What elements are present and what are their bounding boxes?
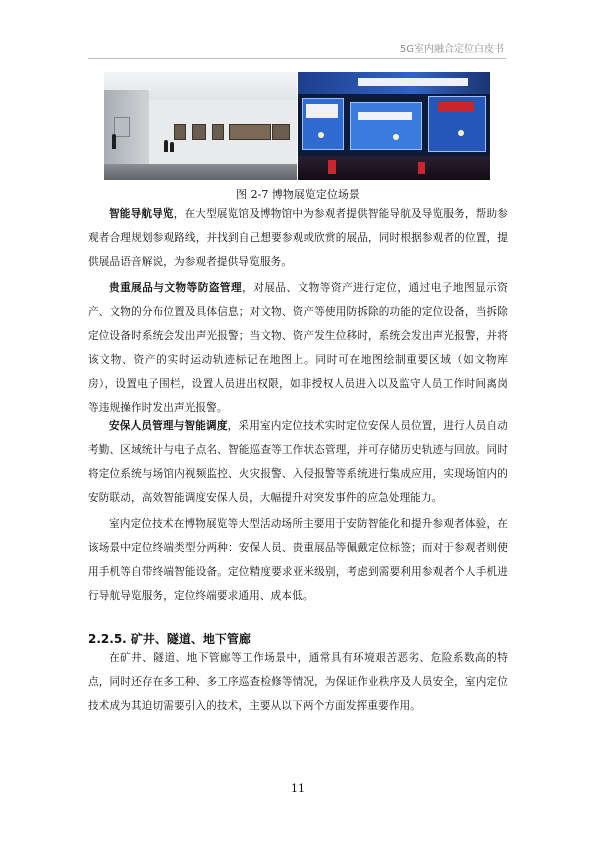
header-title: 5G室内融合定位白皮书: [399, 44, 504, 55]
section-body: 在矿井、隧道、地下管廊等工作场景中，通常具有环境艰苦恶劣、危险系数高的特点，同时还存在多工种、多工序巡查检修等情况，为保证作业秩序及人员安全，室内定位技术成为其迫切需要引入的技术，主要从以下两个方面发挥重要作用。: [88, 652, 508, 712]
paragraph-smart-navigation: [88, 202, 508, 274]
paragraph-lead: 贵重展品与文物等防盗管理: [109, 282, 243, 294]
paragraph-body: ，在大型展览馆及博物馆中为参观者提供智能导航及导览服务，帮助参观者合理规划参观路线，并找到自己想要参观或欣赏的展品，同时根据参观者的位置，提供展品语音解说，为参观者提供导览服务。: [88, 208, 508, 268]
paragraph-antitheft: [88, 276, 508, 420]
header-divider: [88, 58, 506, 59]
paragraph-body: ，对展品、文物等资产进行定位，通过电子地图显示资产、文物的分布位置及具体信息；对文物、资产等使用防拆除的功能的定位设备，当拆除定位设备时系统会发出声光报警；当文物、资产发生位移时，系统会发出声光报警，并将该文物、资产的实时运动轨迹标记在地图上。同时可在地图绘制重要区域（如文物库房），设置电子围栏，设置人员进出权限，如非授权人员进入以及监守人员工作时间离岗等违规操作时发出声光报警。: [88, 282, 508, 414]
paragraph-lead: 安保人员管理与智能调度: [109, 420, 228, 432]
paragraph-security-staff: [88, 414, 508, 510]
page-number: 11: [291, 782, 305, 795]
paragraph-summary: [88, 512, 508, 608]
paragraph-body: 室内定位技术在博物展览等大型活动场所主要用于安防智能化和提升参观者体验，在该场景中定位终端类型分两种：安保人员、贵重展品等佩戴定位标签；而对于参观者则使用手机等自带终端智能设备。定位精度要求亚米级别，考虑到需要利用参观者个人手机进行导航导览服务，定位终端要求通用、成本低。: [88, 518, 508, 602]
expo-booth-photo: [298, 72, 490, 180]
section-heading: 2.2.5. 矿井、隧道、地下管廊: [88, 632, 251, 646]
paragraph-body: ，采用室内定位技术实时定位安保人员位置，进行人员自动考勤、区域统计与电子点名、智能巡查等工作状态管理，并可存储历史轨迹与回放。同时将定位系统与场馆内视频监控、火灾报警、入侵报警等系统进行集成应用，实现场馆内的安防联动，高效智能调度安保人员，大幅提升对突发事件的应急处理能力。: [88, 420, 508, 504]
figure-caption: 图 2-7 博物展览定位场景: [236, 188, 360, 201]
museum-gallery-photo: [104, 72, 297, 180]
paragraph-lead: 智能导航导览: [109, 208, 174, 220]
